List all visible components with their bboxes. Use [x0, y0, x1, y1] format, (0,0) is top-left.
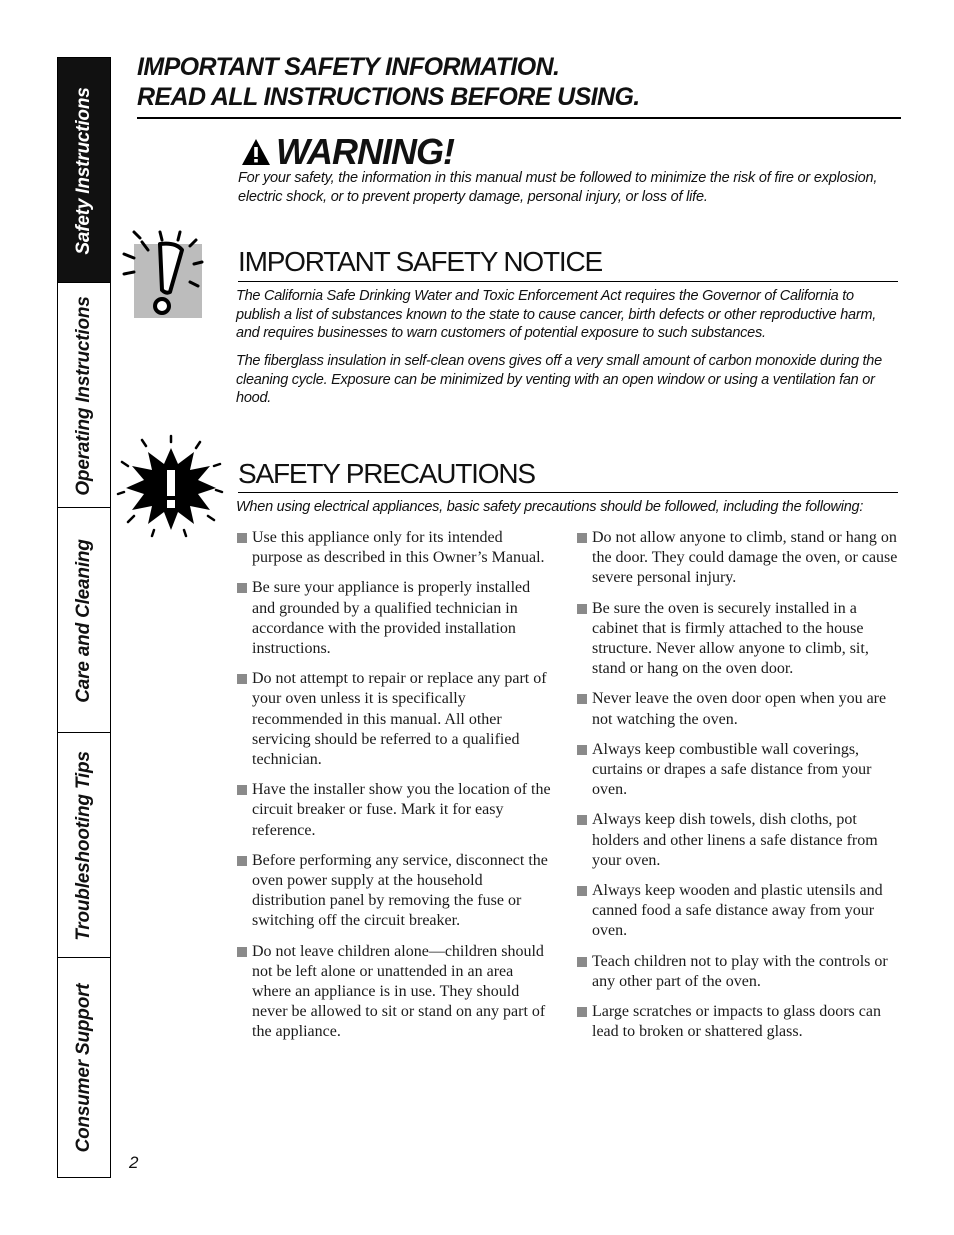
list-item: Teach children not to play with the controls or any other part of the oven. — [576, 952, 900, 992]
square-bullet-icon — [577, 815, 587, 825]
page-number: 2 — [129, 1153, 139, 1172]
square-bullet-icon — [577, 1007, 587, 1017]
tab-care-and-cleaning[interactable] — [57, 507, 111, 734]
precautions-intro: When using electrical appliances, basic safety precautions should be followed, including the following: — [236, 499, 864, 515]
precautions-right-column — [576, 528, 900, 1052]
list-item: Have the installer show you the location of the circuit breaker or fuse. Mark it for easy reference. — [236, 780, 556, 841]
notice-paragraph-2: The fiberglass insulation in self-clean ovens gives off a very small amount of carbon monoxide during the cleaning cycle. Exposure can be minimized by venting with an open window or using a ventilation fan or hood. — [236, 353, 882, 407]
tab-safety-instructions[interactable] — [57, 57, 111, 284]
header-divider — [137, 117, 901, 119]
list-item: Always keep wooden and plastic utensils and canned food a safe distance away from your oven. — [576, 881, 900, 942]
warning-heading — [240, 132, 454, 172]
square-bullet-icon — [577, 745, 587, 755]
precautions-left-column — [236, 528, 556, 1053]
header-line-2: READ ALL INSTRUCTIONS BEFORE USING. — [137, 83, 640, 111]
list-item: Be sure the oven is securely installed in a cabinet that is firmly attached to the house structure. Never allow anyone to climb, sit, stand or hang on the oven door. — [576, 599, 900, 680]
square-bullet-icon — [237, 856, 247, 866]
header-line-1: IMPORTANT SAFETY INFORMATION. — [137, 53, 560, 81]
tab-consumer-support[interactable] — [57, 957, 111, 1178]
list-item: Never leave the oven door open when you are not watching the oven. — [576, 689, 900, 729]
notice-divider — [238, 281, 898, 282]
burst-exclamation-icon — [116, 434, 226, 540]
precautions-divider — [238, 492, 898, 493]
exclamation-alert-icon — [120, 228, 206, 322]
square-bullet-icon — [237, 785, 247, 795]
square-bullet-icon — [577, 886, 587, 896]
tab-label: Operating Instructions — [73, 295, 94, 496]
square-bullet-icon — [237, 674, 247, 684]
notice-paragraph-1: The California Safe Drinking Water and Toxic Enforcement Act requires the Governor of California to publish a list of substances known to the state to cause cancer, birth defects or other reproductive harm, and requires businesses to warn customers of potential exposure to such substances. — [236, 288, 877, 342]
tab-label: Consumer Support — [73, 983, 94, 1152]
list-item: Do not leave children alone—children should not be left alone or unattended in an area where an appliance is in use. They should never be allowed to sit or stand on any part of the appliance. — [236, 942, 556, 1043]
square-bullet-icon — [577, 957, 587, 967]
warning-title: WARNING! — [276, 131, 454, 172]
list-item: Do not attempt to repair or replace any part of your oven unless it is specifically recommended in this manual. All other servicing should be referred to a qualified technician. — [236, 669, 556, 770]
page-header — [137, 52, 901, 112]
square-bullet-icon — [237, 583, 247, 593]
list-item: Do not allow anyone to climb, stand or hang on the door. They could damage the oven, or cause severe personal injury. — [576, 528, 900, 589]
list-item: Always keep combustible wall coverings, curtains or drapes a safe distance from your oven. — [576, 740, 900, 801]
list-item: Large scratches or impacts to glass doors can lead to broken or shattered glass. — [576, 1002, 900, 1042]
tab-label: Troubleshooting Tips — [73, 750, 94, 941]
tab-operating-instructions[interactable] — [57, 282, 111, 509]
tab-label: Care and Cleaning — [73, 538, 94, 703]
list-item: Be sure your appliance is properly installed and grounded by a qualified technician in accordance with the provided installation instructions. — [236, 578, 556, 659]
list-item: Before performing any service, disconnect the oven power supply at the household distribution panel by removing the fuse or switching off the circuit breaker. — [236, 851, 556, 932]
square-bullet-icon — [577, 604, 587, 614]
side-tab-strip — [57, 57, 111, 1177]
warning-text: For your safety, the information in this manual must be followed to minimize the risk of fire or explosion, electric shock, or to prevent property damage, personal injury, or loss of life. — [238, 170, 878, 205]
square-bullet-icon — [237, 533, 247, 543]
notice-title: IMPORTANT SAFETY NOTICE — [238, 246, 602, 277]
precautions-title: SAFETY PRECAUTIONS — [238, 458, 535, 489]
tab-label: Safety Instructions — [73, 86, 94, 255]
list-item: Always keep dish towels, dish cloths, pot holders and other linens a safe distance from your oven. — [576, 810, 900, 871]
square-bullet-icon — [237, 947, 247, 957]
list-item: Use this appliance only for its intended purpose as described in this Owner’s Manual. — [236, 528, 556, 568]
square-bullet-icon — [577, 694, 587, 704]
square-bullet-icon — [577, 533, 587, 543]
warning-triangle-icon — [240, 137, 272, 167]
tab-troubleshooting-tips[interactable] — [57, 732, 111, 959]
